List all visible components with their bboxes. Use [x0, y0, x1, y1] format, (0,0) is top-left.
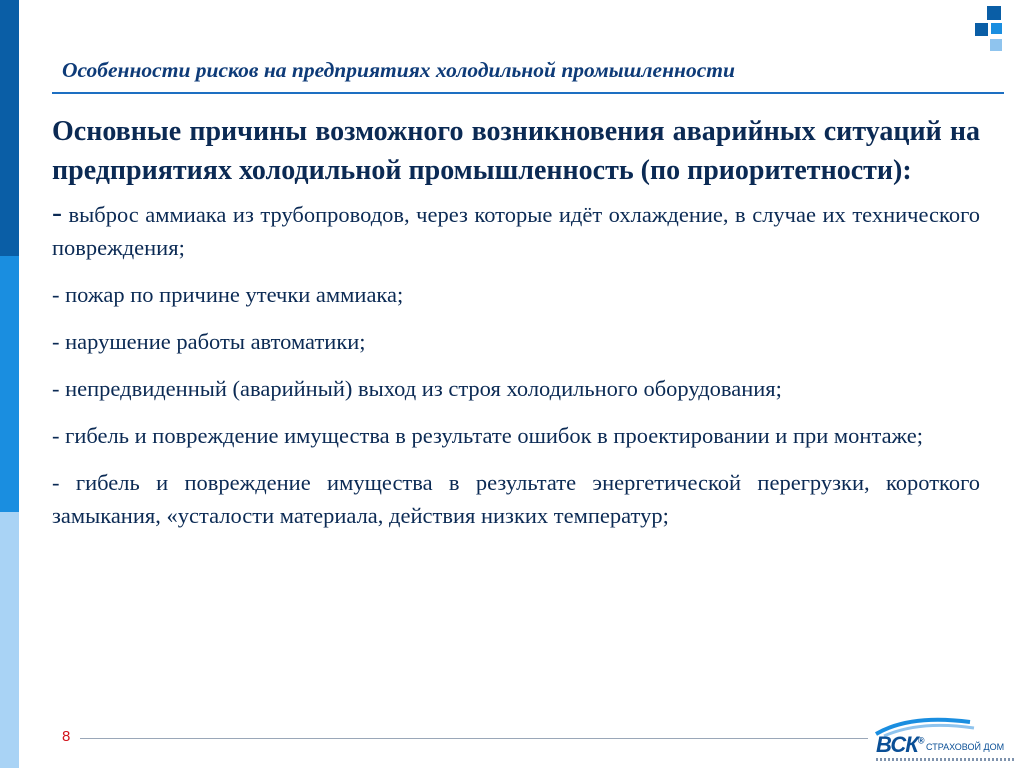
strip-segment-dark: [0, 0, 19, 256]
list-item: [52, 196, 980, 264]
logo-mark: ВСК®: [876, 732, 924, 757]
list-item: - пожар по причине утечки аммиака;: [52, 282, 404, 307]
decor-square: [991, 23, 1002, 34]
list-item: - гибель и повреждение имущества в результате ошибок в проектировании и при монтаже;: [52, 423, 924, 448]
page-title: Особенности рисков на предприятиях холодильной промышленности: [62, 58, 735, 82]
header-divider: [52, 92, 1004, 94]
decor-square: [987, 6, 1001, 20]
slide-content: [52, 112, 980, 546]
list-dash: -: [52, 196, 62, 229]
list-item-text: выброс аммиака из трубопроводов, через которые идёт охлаждение, в случае их технического повреждения;: [52, 202, 980, 260]
decor-square: [975, 23, 988, 36]
content-heading: Основные причины возможного возникновения аварийных ситуаций на предприятиях холодильной промышленность (по приоритетности):: [52, 116, 980, 186]
list-item: - нарушение работы автоматики;: [52, 329, 366, 354]
footer-divider: [80, 738, 868, 739]
page-number: 8: [62, 728, 71, 745]
strip-segment-light: [0, 512, 19, 768]
company-logo: [870, 712, 1020, 766]
corner-decoration: [972, 6, 1012, 56]
logo-subline: [876, 758, 1016, 761]
left-accent-strip: [0, 0, 19, 768]
logo-tagline: СТРАХОВОЙ ДОМ: [926, 742, 1005, 752]
decor-square: [990, 39, 1002, 51]
strip-segment-mid: [0, 256, 19, 512]
list-item: - гибель и повреждение имущества в результате энергетической перегрузки, короткого замыкания, «усталости материала, действия низких температур;: [52, 470, 980, 528]
list-item: - непредвиденный (аварийный) выход из строя холодильного оборудования;: [52, 376, 782, 401]
